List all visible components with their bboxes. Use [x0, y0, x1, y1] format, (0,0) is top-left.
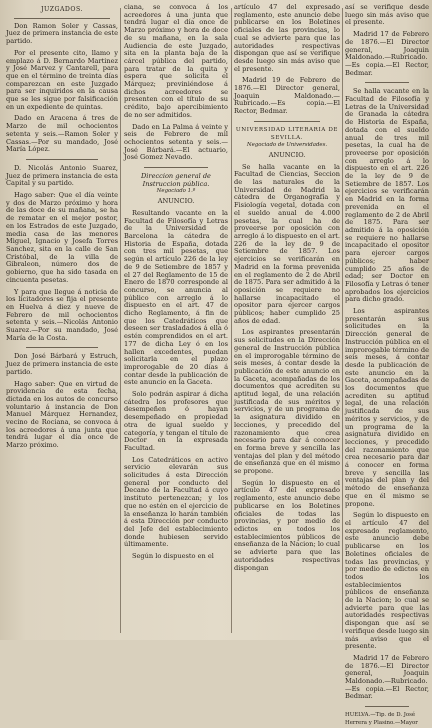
paragraph: Por el presente cito, llamo y emplazo á D. Bernardo Martinez y José Marvez y Cantarell, para que en el término de treinta días comparezcan en este Juzgado para ser inquiridos en la causa que se les sigue por falsificación en un expediente de quintas.: [6, 48, 118, 111]
separator: [365, 706, 409, 707]
section-header-juzgados: JUZGADOS.: [41, 6, 83, 13]
paragraph: Los Catedráticos en activo servicio elevarán sus solicitudes á esta Dirección general por conducto del Decano de la Facultad á cuyo instituto pertenezcan; y los que no estén en el ejercicio de la enseñanza lo harán también á esta Dirección por conducto del Jefe del establecimiento donde hubiesen servido últimamente.: [124, 455, 228, 549]
negociado-label: Negociado de Universidades.: [246, 142, 328, 149]
direction-title: Direccion general de Instruccion pública.: [141, 172, 211, 188]
paragraph: D. Nicolás Antonio Suarez, Juez de primera instancia de esta Capital y su partido.: [6, 163, 118, 188]
column-rule: [342, 8, 343, 633]
separator: [365, 82, 409, 83]
printer-imprint: HUELVA.—Tip. de D. José Herrera y Plasino.—Mayor: [345, 712, 418, 726]
separator: [26, 347, 98, 348]
paragraph: Madrid 17 de Febrero de 1876.—El Director general, Joaquin Maldonado.—Rubricado.—Es copia.—El Rector, Bedmar.: [345, 30, 429, 77]
paragraph: Los aspirantes presentarán sus solicitudes en la Dirección general de Instrucción pública en el improrogable término de seis meses, á contar desde la publicación de este anuncio en la Gaceta, acompañadas de los documentos que acrediten su aptitud legal, de una relación justificada de sus méritos y servicios, y de un programa de la asignatura dividido en lecciones, y precedido del razonamiento que crea necesario para dar á conocer en forma breve y sencilla las ventajas del plan y del método de enseñanza que en él mismo se propone.: [234, 328, 340, 476]
separator: [144, 167, 208, 168]
paragraph: Dado en La Palma á veinte y seis de Febrero de mil ochocientos setenta y seis.—José Bárbará.—El actuario, José Gomez Nevado.: [124, 122, 228, 162]
paragraph: Hago saber: Que el día veinte y dos de Marzo próximo y hora de las doce de su mañana, se ha de rematar en el mejor postor, en los Estrados de este Juzgado, media casa de las menores Miguel, Ignacio y Josefa Torres Sanchez, sita en la calle de San Cristóbal, de la villa de Gibraleon, número dos de gobierno, que ha sido tasada en cincuenta pesetas.: [6, 191, 118, 284]
column-2: [124, 4, 228, 634]
separator: [254, 121, 320, 122]
paragraph: así se verifique desde luego sin más aviso que el presente.: [345, 3, 429, 27]
paragraph: Los aspirantes presentarán sus solicitudes en la Dirección general de Instrucción pública en el improrogable término de seis meses, á contar desde la publicación de este anuncio en la Gaceta, acompañadas de los documentos que acrediten su aptitud legal, de una relación justificada de sus méritos y servicios, y de un programa de la asignatura dividido en lecciones, y precedido del razonamiento que crea necesario para dar á conocer en forma breve y sencilla las ventajas del plan y del método de enseñanza que en él mismo se propone.: [345, 307, 429, 508]
column-4: [345, 3, 429, 726]
negociado-label: Negociado 1.º: [156, 188, 196, 195]
paragraph: Solo podrán aspirar á dicha cátedra los profesores que desempeñen ó hayan desempeñado en propiedad otra de igual sueldo y categoría, y tengan el título de Doctor en la expresada Facultad.: [124, 390, 228, 452]
column-rule: [120, 8, 121, 633]
paragraph: Madrid 19 de Febrero de 1876.—El Director general, Joaquin Maldonado.—Rubricado.—Es copia.—El Rector, Bedmar.: [234, 76, 340, 116]
paragraph: Don José Bárbará y Estruch, Juez de primera instancia de este partido.: [6, 352, 118, 376]
paragraph: Hago saber: Que en virtud de providencia de esta fecha, dictada en los autos de concurso voluntario á instancia de Don Manuel Márquez Hernandez, vecino de Rociana, se convoca á los acreedores á una junta que tendrá lugar el día once de Marzo próximo.: [6, 379, 118, 450]
paragraph: Según lo dispuesto en el artículo 47 del expresado reglamento, este anuncio debe publicarse en los Boletines oficiales de todas las provincias, y por medio de edictos en todos los establecimientos públicos de enseñanza de la Nacion; lo cual se advierte para que las autoridades respectivas dispongan: [234, 478, 340, 572]
paragraph: ciana, se convoca á los acreedores á una junta que tendrá lugar el día once de Marzo próximo y hora de doce de su mañana, en la sala Audiencia de este Juzgado, sita en la planta baja de la cárcel pública del partido, para tratar de la quita y espera que solicita el Márquez; previniéndose á dichos acreedores se presenten con el título de su crédito, bajo apercibimiento de no ser admitidos.: [124, 3, 228, 119]
paragraph: Según lo dispuesto en el artículo 47 del expresado reglamento, este anuncio debe publicarse en los Boletines oficiales de todas las provincias, y por medio de edictos en todos los establecimientos públicos de enseñanza de la Nacion; lo cual se advierte para que las autoridades respectivas dispongan que así se verifique desde luego sin más aviso que el presente.: [345, 511, 429, 651]
paragraph: Y para que llegue á noticia de los licitadores se fija el presente en Huelva á diez y nueve de Febrero de mil ochocientos setenta y seis.—Nicolás Antonio Suarez.—Por su mandado, José María de la Costa.: [6, 287, 118, 342]
header-rule: [14, 18, 110, 19]
separator: [26, 159, 98, 160]
paragraph: Resultando vacante en la Facultad de Filosofía y Letras de la Universidad de Barcelona la cátedra de Historia de España, dotada con tres mil pesetas, que según el artículo 226 de la ley de 9 de Setiembre de 1857 y el 27 del Reglamento de 15 de Enero de 1870 corresponde al concurso, se anuncia al público con arreglo á lo dispuesto en el art. 47 de dicho Reglamento, á fin de que los Catedráticos que deseen ser trasladados á ella ó estén comprendidos en el art. 177 de dicha Ley ó en los hallen excedentes, puedan solicitarla en el plazo improrogable de 20 días á contar desde la publicación de este anuncio en la Gaceta.: [124, 208, 228, 387]
column-rule: [231, 8, 232, 633]
anuncio-heading: ANUNCIO.: [157, 197, 195, 206]
paragraph: Según lo dispuesto en el: [132, 552, 214, 561]
paragraph: Dado en Aracena á tres de Marzo de mil ochocientos setenta y seis.—Ramon Soler y Cassas.—Por su mandado, José María López.: [6, 114, 118, 154]
paragraph: Se halla vacante en la Facultad de Ciencias, Seccion de las naturales de la Universidad de Madrid la cátedra de Organografía y Fisiología vegetal, dotada con el sueldo anual de 4.000 pesetas, la cual ha de proveerse por oposición con arreglo á lo dispuesto en el art. 226 de la ley de 9 de Setiembre de 1857. Los ejercicios se verificarán en Madrid en la forma prevenida en el reglamento de 2 de Abril de 1875. Para ser admitido á la oposición se requiere no hallarse incapacitado el opositor para ejercer cargos públicos; haber cumplido 25 años de edad.: [234, 162, 340, 325]
paragraph: Se halla vacante en la Facultad de Filosofía y Letras de la Universidad de Granada la cátedra de Historia de España, dotada con el sueldo anual de tres mil pesetas, la cual ha de proveerse por oposición con arreglo á lo dispuesto en el art. 226 de la ley de 9 de Setiembre de 1857. Los ejercicios se verificarán en Madrid en la forma prevenida en el reglamento de 2 de Abril de 1875. Para ser admitido á la oposición se requiere no hallarse incapacitado el opositor para ejercer cargos públicos; haber cumplido 25 años de edad; ser Doctor en Filosofía y Letras ó tener aprobados los ejercicios para dicho grado.: [345, 87, 429, 304]
paragraph: Madrid 17 de Febrero de 1876.—El Director general, Joaquin Maldonado.—Rubricado.—Es copia.—El Rector, Bedmar.: [345, 653, 429, 701]
column-1: [6, 4, 118, 634]
anuncio-heading: ANUNCIO.: [268, 150, 306, 159]
paragraph: Don Ramon Soler y Cassas, Juez de primera instancia de este partido.: [6, 21, 118, 46]
paragraph: artículo 47 del expresado reglamento, este anuncio debe publicarse en los Boletines oficiales de las provincias, lo cual se advierte para que las autoridades respectivas dispongan que así se verifique desde luego sin más aviso que el presente.: [234, 3, 340, 73]
university-heading: UNIVERSIDAD LITERARIA DE SEVILLA.: [235, 126, 339, 141]
column-3: [234, 4, 340, 634]
